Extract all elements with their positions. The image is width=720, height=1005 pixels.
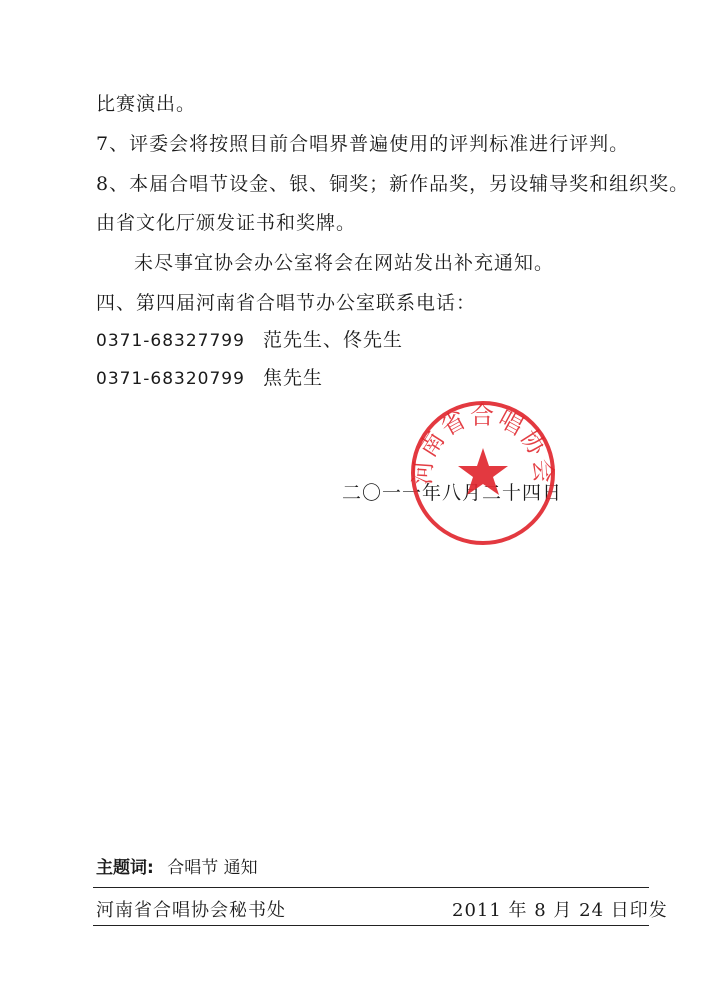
contact-phone-2: 0371-68320799 <box>96 369 245 389</box>
signature-date: 二〇一一年八月二十四日 <box>342 482 563 504</box>
subject-label: 主题词: <box>96 858 154 878</box>
contact-row-2 <box>96 366 323 391</box>
body-line-1: 比赛演出。 <box>96 93 197 115</box>
contact-names-1: 范先生、佟先生 <box>263 329 404 351</box>
footer-rule-bottom <box>93 925 649 926</box>
footer-issuer: 河南省合唱协会秘书处 <box>96 900 286 921</box>
body-line-2: 7、评委会将按照目前合唱界普遍使用的评判标准进行评判。 <box>96 133 630 155</box>
subject-value: 合唱节 通知 <box>167 858 258 878</box>
body-line-3: 8、本届合唱节设金、银、铜奖；新作品奖，另设辅导奖和组织奖。 <box>96 173 690 195</box>
seal-text: 河南省合唱协会 <box>408 401 558 486</box>
official-seal-icon <box>408 398 558 548</box>
body-line-6: 四、第四届河南省合唱节办公室联系电话： <box>96 292 477 314</box>
footer-rule-top <box>93 887 649 888</box>
body-line-5: 未尽事宜协会办公室将会在网站发出补充通知。 <box>134 252 555 274</box>
subject-keywords <box>96 853 258 878</box>
body-line-4: 由省文化厅颁发证书和奖牌。 <box>96 212 357 234</box>
contact-phone-1: 0371-68327799 <box>96 331 245 351</box>
footer-issue-date: 2011 年 8 月 24 日印发 <box>452 900 668 921</box>
contact-row-1 <box>96 328 403 353</box>
contact-names-2: 焦先生 <box>263 367 324 389</box>
